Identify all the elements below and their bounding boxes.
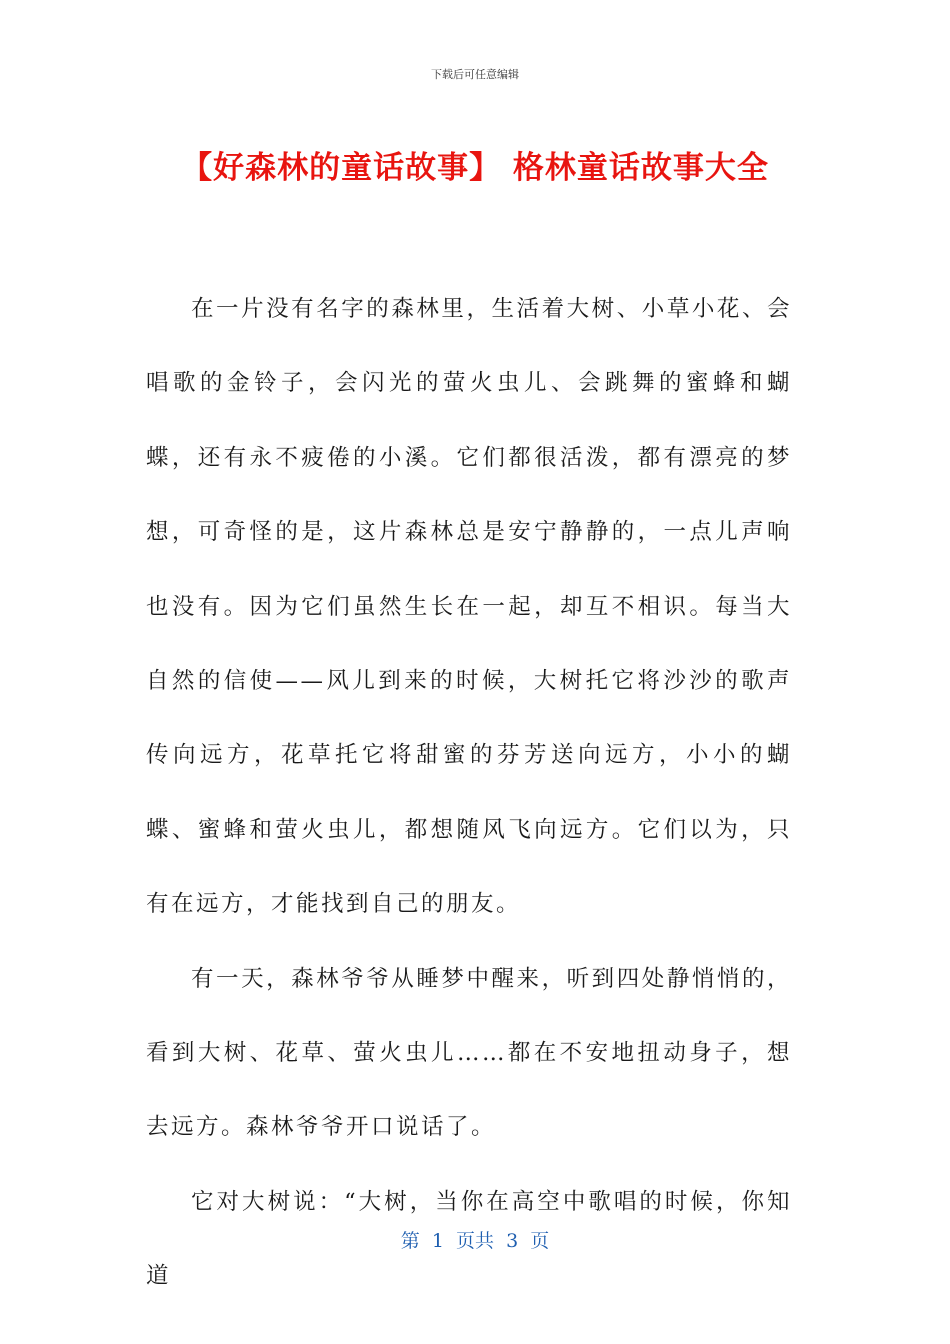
header-note: 下载后可任意编辑 — [431, 68, 519, 81]
document-body — [146, 272, 792, 1314]
page-footer: 第 1 页共 3 页 — [400, 1230, 550, 1252]
paragraph-3: 它对大树说：“大树，当你在高空中歌唱的时候，你知道 — [146, 1188, 792, 1290]
paragraph-1: 在一片没有名字的森林里，生活着大树、小草小花、会唱歌的金铃子，会闪光的萤火虫儿、会跳舞的蜜蜂和蝴蝶，还有永不疲倦的小溪。它们都很活泼，都有漂亮的梦想，可奇怪的是，这片森林总是安宁静静的，一点儿声响也没有。因为它们虽然生长在一起，却互不相识。每当大自然的信使——风儿到来的时候，大树托它将沙沙的歌声传向远方，花草托它将甜蜜的芬芳送向远方，小小的蝴蝶、蜜蜂和萤火虫儿，都想随风飞向远方。它们以为，只有在远方，才能找到自己的朋友。 — [146, 296, 792, 918]
document-title: 【好森林的童话故事】 格林童话故事大全 — [181, 150, 769, 186]
paragraph-2: 有一天，森林爷爷从睡梦中醒来，听到四处静悄悄的，看到大树、花草、萤火虫儿……都在不安地扭动身子，想去远方。森林爷爷开口说话了。 — [146, 965, 792, 1141]
